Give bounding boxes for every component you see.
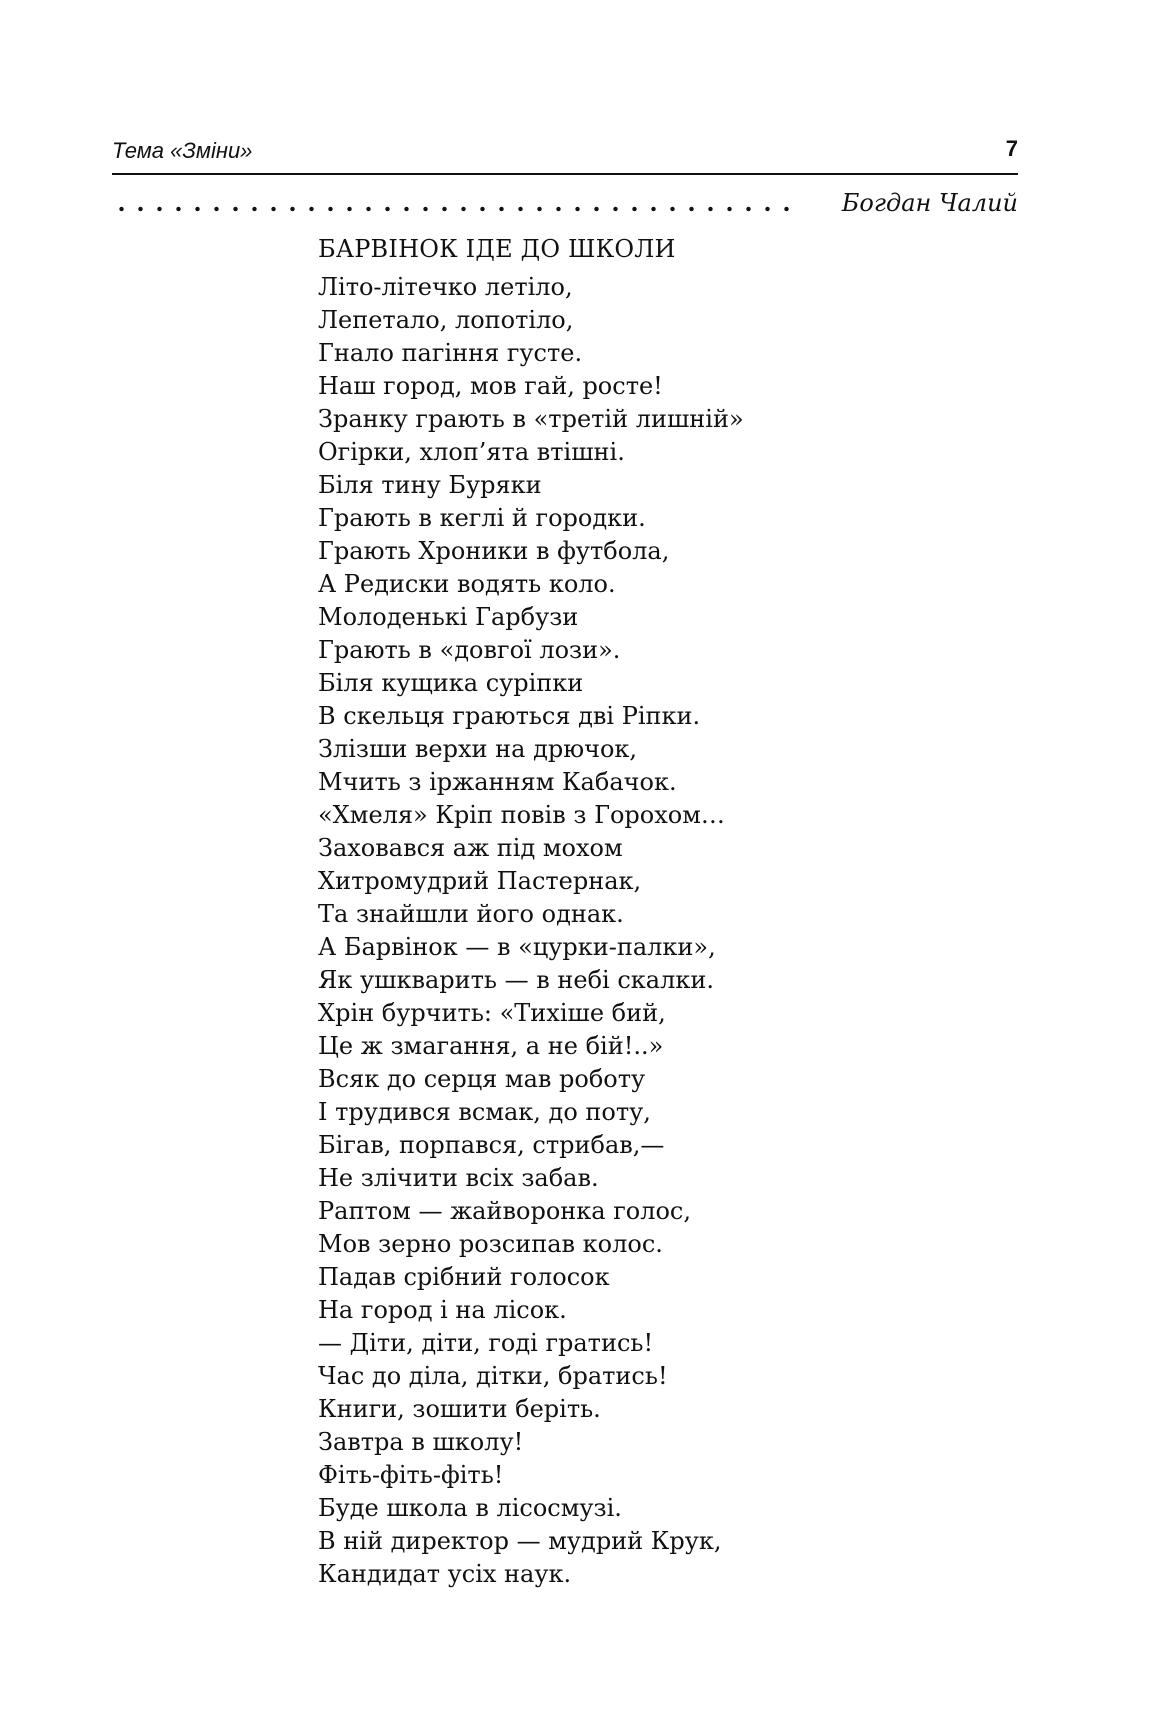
poem-title: БАРВІНОК ІДЕ ДО ШКОЛИ bbox=[318, 235, 676, 263]
poem-lines bbox=[318, 271, 1018, 1591]
poem-line: Та знайшли його однак. bbox=[318, 900, 624, 928]
poem-line: Хитромудрий Пастернак, bbox=[318, 867, 642, 895]
poem-line: Фіть-фіть-фіть! bbox=[318, 1461, 504, 1489]
poem-line: В ній директор — мудрий Крук, bbox=[318, 1527, 722, 1555]
author-line bbox=[112, 186, 1018, 222]
poem-line: Гнало пагіння густе. bbox=[318, 339, 583, 367]
running-header bbox=[112, 133, 1018, 175]
page-number: 7 bbox=[1005, 136, 1018, 161]
poem-line: Літо-літечко летіло, bbox=[318, 273, 573, 301]
poem-line: Зранку грають в «третій лишній» bbox=[318, 405, 744, 433]
poem-line: Це ж змагання, а не бій!..» bbox=[318, 1032, 664, 1060]
poem-line: «Хмеля» Кріп повів з Горохом… bbox=[318, 801, 725, 829]
poem-line: Злізши верхи на дрючок, bbox=[318, 735, 638, 763]
poem bbox=[318, 231, 1018, 1591]
poem-line: Наш город, мов гай, росте! bbox=[318, 372, 663, 400]
poem-line: Огірки, хлоп’ята втішні. bbox=[318, 438, 625, 466]
section-title: Тема «Зміни» bbox=[112, 138, 253, 163]
poem-line: — Діти, діти, годі гратись! bbox=[318, 1329, 654, 1357]
poem-line: І трудився всмак, до поту, bbox=[318, 1098, 651, 1126]
poem-line: Бігав, порпався, стрибав,— bbox=[318, 1131, 665, 1159]
poem-line: Всяк до серця мав роботу bbox=[318, 1065, 646, 1093]
poem-line: Падав срібний голосок bbox=[318, 1263, 610, 1291]
poem-line: Хрін бурчить: «Тихіше бий, bbox=[318, 999, 666, 1027]
poem-line: Біля тину Буряки bbox=[318, 471, 542, 499]
poem-line: Кандидат усіх наук. bbox=[318, 1560, 572, 1588]
poem-line: Завтра в школу! bbox=[318, 1428, 524, 1456]
poem-line: Книги, зошити беріть. bbox=[318, 1395, 601, 1423]
poem-line: Мчить з іржанням Кабачок. bbox=[318, 768, 677, 796]
poem-line: А Редиски водять коло. bbox=[318, 570, 616, 598]
poem-line: Час до діла, дітки, братись! bbox=[318, 1362, 668, 1390]
author-name: Богдан Чалий bbox=[841, 189, 1018, 217]
poem-line: Лепетало, лопотіло, bbox=[318, 306, 574, 334]
poem-line: Як ушкварить — в небі скалки. bbox=[318, 966, 714, 994]
poem-line: Раптом — жайворонка голос, bbox=[318, 1197, 691, 1225]
poem-line: Грають в «довгої лози». bbox=[318, 636, 621, 664]
poem-line: А Барвінок — в «цурки-палки», bbox=[318, 933, 716, 961]
poem-line: Мов зерно розсипав колос. bbox=[318, 1230, 663, 1258]
dot-leader bbox=[112, 206, 802, 212]
poem-line: Буде школа в лісосмузі. bbox=[318, 1494, 622, 1522]
poem-line: Молоденькі Гарбузи bbox=[318, 603, 579, 631]
poem-line: Грають Хроники в футбола, bbox=[318, 537, 670, 565]
poem-line: Не злічити всіх забав. bbox=[318, 1164, 599, 1192]
poem-line: Заховався аж під мохом bbox=[318, 834, 623, 862]
poem-line: Грають в кеглі й городки. bbox=[318, 504, 646, 532]
poem-line: Біля кущика суріпки bbox=[318, 669, 584, 697]
poem-line: В скельця граються дві Ріпки. bbox=[318, 702, 701, 730]
poem-line: На город і на лісок. bbox=[318, 1296, 567, 1324]
